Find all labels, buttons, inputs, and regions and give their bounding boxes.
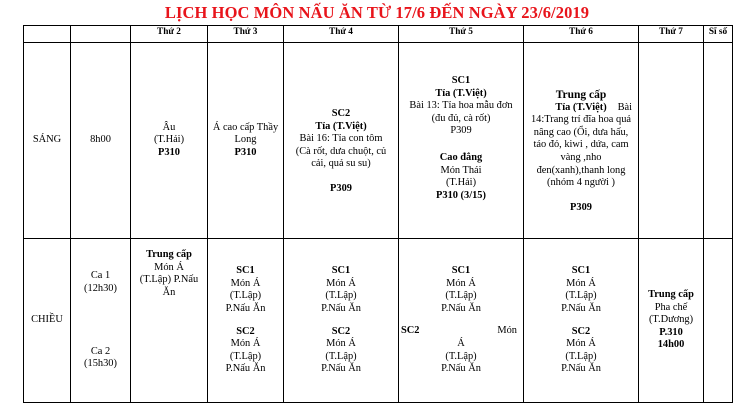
- subject-cont: Á: [457, 338, 465, 350]
- afternoon-wed-cell: [284, 239, 399, 403]
- afternoon-fri-cell: [524, 239, 639, 403]
- room: P.Nấu Ăn: [225, 363, 266, 375]
- teacher: (T.Lập): [229, 290, 262, 302]
- subject: Pha chế: [654, 301, 688, 313]
- header-thu-3: Thứ 3: [208, 26, 284, 43]
- afternoon-thu-cell: [399, 239, 524, 403]
- lesson: Bài 13: Tỉa hoa mẫu đơn: [409, 100, 513, 112]
- level: Cao đẳng: [439, 151, 483, 163]
- room: P.Nấu Ăn: [561, 363, 601, 375]
- subject: Món Thái: [440, 164, 482, 176]
- header-thu-4: Thứ 4: [284, 26, 399, 43]
- afternoon-sat-cell: [639, 239, 704, 403]
- header-thu-5: Thứ 5: [399, 26, 524, 43]
- afternoon-mon-cell: [131, 239, 208, 403]
- level: Trung cấp: [648, 289, 694, 301]
- level: SC1: [236, 265, 255, 277]
- teacher: (T.Lập): [565, 290, 597, 302]
- lesson-no: Bài: [617, 101, 632, 113]
- room: P.Nấu Ăn: [441, 363, 481, 375]
- lesson: 14:Trang trí đĩa hoa quả: [530, 114, 632, 126]
- lesson-detail: cải, quả su su): [311, 158, 371, 170]
- level: SC1: [331, 265, 351, 277]
- lesson-detail: (đu đủ, cà rốt): [431, 112, 491, 124]
- room: P.Nấu Ăn: [225, 302, 266, 314]
- subject-cont: Long: [234, 134, 257, 146]
- lesson-detail: táo đỏ, kiwi , dứa, cam: [533, 139, 629, 151]
- morning-mon-cell: [131, 43, 208, 239]
- morning-tue-cell: [208, 43, 284, 239]
- teacher: (T.Lập): [565, 350, 597, 362]
- teacher: (T.Lập): [325, 290, 357, 302]
- teacher-room: (T.Lập) P.Nấu: [139, 274, 199, 286]
- afternoon-row: [24, 239, 733, 403]
- teacher: (T.Lập): [445, 350, 477, 362]
- room: P309: [570, 201, 592, 213]
- header-si-so: Sĩ số: [704, 26, 733, 43]
- shift-1: Ca 1: [90, 270, 111, 282]
- level: SC2: [401, 325, 420, 337]
- teacher: (T.Hải): [153, 134, 185, 146]
- header-thu-6: Thứ 6: [524, 26, 639, 43]
- subject: Âu: [162, 121, 176, 133]
- lesson-detail: (nhóm 4 người ): [547, 177, 615, 189]
- subject: Món Á: [566, 277, 596, 289]
- subject: Món Á: [446, 277, 476, 289]
- shift-cell: [71, 239, 131, 403]
- room: P.Nấu Ăn: [561, 302, 601, 314]
- lesson: Bài 16: Tỉa con tôm: [299, 133, 383, 145]
- shift-2: Ca 2: [90, 345, 111, 357]
- afternoon-siso-cell: [704, 239, 733, 403]
- session-label: CHIỀU: [24, 239, 71, 403]
- level: SC2: [236, 325, 255, 337]
- level: SC2: [331, 325, 351, 337]
- level: SC2: [331, 108, 351, 119]
- lesson-detail: nâng cao (Ổi, dưa hấu,: [533, 126, 629, 138]
- lesson-detail: đen(xanh),thanh long: [536, 164, 626, 176]
- page-title: LỊCH HỌC MÔN NẤU ĂN TỪ 17/6 ĐẾN NGÀY 23/6/2019: [164, 3, 590, 22]
- subject: Món Á: [566, 338, 596, 350]
- subject: Món Á: [230, 277, 261, 289]
- subject: Món Á: [326, 338, 356, 350]
- subject: Á cao cấp Thầy: [212, 121, 279, 133]
- header-thu-7: Thứ 7: [639, 26, 704, 43]
- room: P.Nấu Ăn: [321, 302, 361, 314]
- morning-wed-cell: [284, 43, 399, 239]
- subject: Món Á: [154, 261, 184, 273]
- shift-2-time: (15h30): [84, 358, 117, 370]
- room: P309: [330, 182, 352, 194]
- room: P310 (3/15): [436, 189, 486, 201]
- time-label: 8h00: [71, 43, 131, 239]
- room: P309: [450, 125, 472, 137]
- morning-siso-cell: [704, 43, 733, 239]
- teacher: Tỉa (T.Việt): [315, 120, 367, 132]
- morning-fri-cell: [524, 43, 639, 239]
- schedule-table: [23, 25, 733, 403]
- teacher: (T.Lập): [325, 350, 357, 362]
- teacher: (T.Lập): [445, 290, 477, 302]
- room: P310: [158, 146, 180, 158]
- morning-thu-cell: [399, 43, 524, 239]
- level: SC1: [571, 265, 591, 277]
- teacher: (T.Hải): [445, 177, 477, 189]
- level: SC1: [451, 264, 471, 276]
- room-cont: Ăn: [162, 286, 176, 298]
- start-time: 14h00: [657, 339, 685, 351]
- teacher: Tỉa (T.Việt): [555, 101, 607, 113]
- level: Trung cấp: [146, 249, 192, 260]
- teacher: (T.Dương): [648, 314, 694, 326]
- afternoon-tue-cell: [208, 239, 284, 403]
- lesson-detail: (Cà rốt, dưa chuột, củ: [295, 145, 387, 157]
- subject: Món Á: [326, 277, 356, 289]
- level: Trung cấp: [555, 89, 607, 101]
- room: P310: [234, 146, 257, 158]
- subject: Món Á: [230, 338, 261, 350]
- lesson-detail: vàng ,nho: [560, 151, 602, 163]
- room: P.310: [659, 326, 683, 338]
- subject: Món: [497, 325, 517, 337]
- teacher: Tỉa (T.Việt): [435, 87, 487, 99]
- room: P.Nấu Ăn: [321, 363, 361, 375]
- morning-sat-cell: [639, 43, 704, 239]
- header-row: [24, 26, 733, 43]
- shift-1-time: (12h30): [84, 282, 117, 294]
- header-thu-2: Thứ 2: [131, 26, 208, 43]
- session-label: SÁNG: [24, 43, 71, 239]
- morning-row: [24, 43, 733, 239]
- level: SC2: [571, 325, 591, 337]
- level: SC1: [451, 75, 471, 86]
- header-cell: [71, 26, 131, 43]
- header-cell: [24, 26, 71, 43]
- teacher: (T.Lập): [229, 350, 262, 362]
- room: P.Nấu Ăn: [441, 302, 481, 314]
